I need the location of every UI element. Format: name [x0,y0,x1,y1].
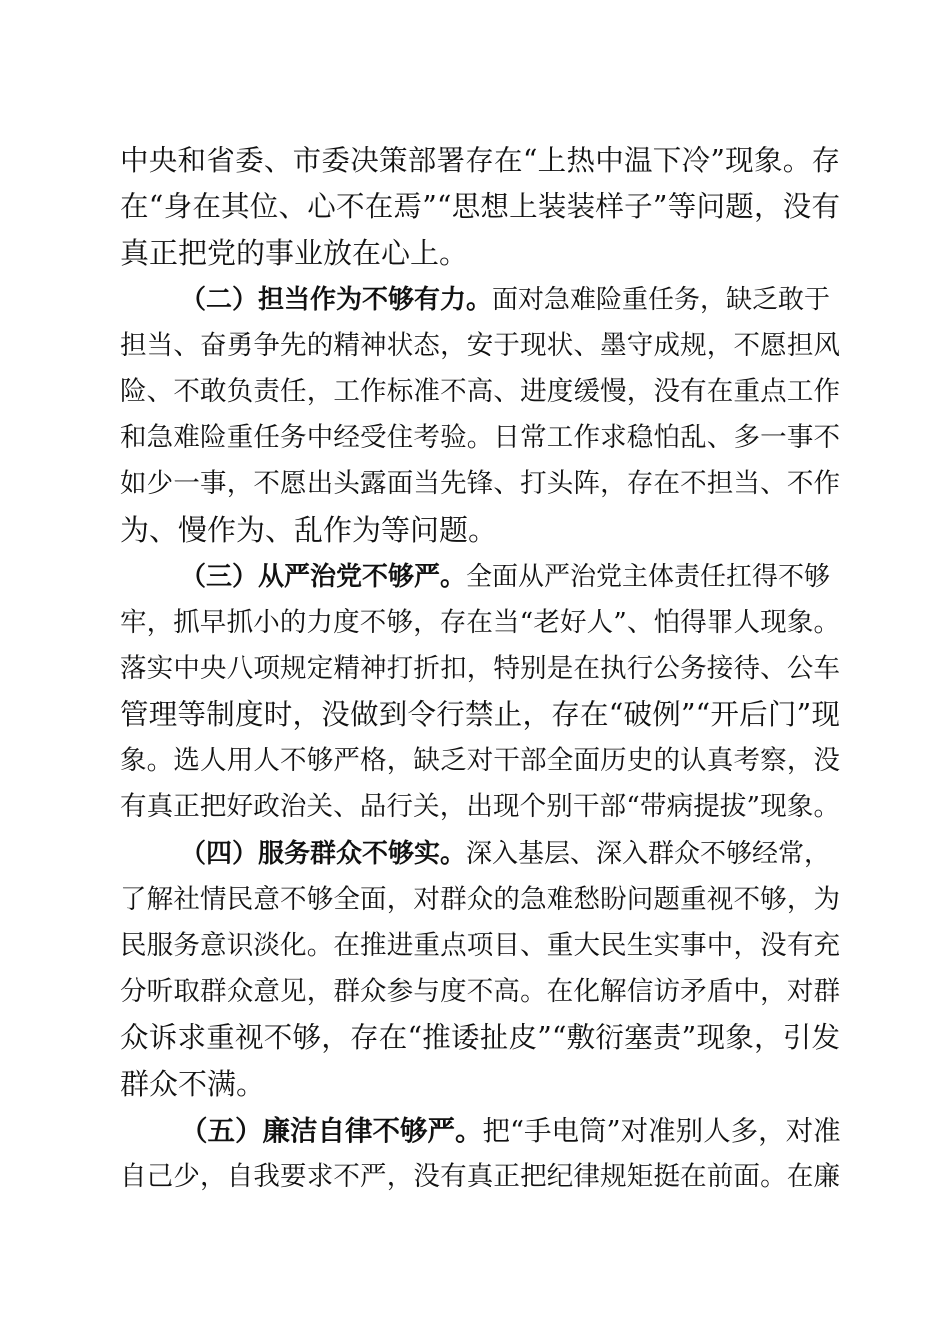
paragraph-line: 管理等制度时，没做到令行禁止，存在“破例”“开后门”现 [120,698,840,731]
paragraph-line: 民服务意识淡化。在推进重点项目、重大民生实事中，没有充 [120,930,840,961]
paragraph-line: 落实中央八项规定精神打折扣，特别是在执行公务接待、公车 [120,653,840,684]
section-heading: （四）服务群众不够实。 [180,839,467,869]
paragraph-line: 众诉求重视不够，存在“推诿扯皮”“敷衍塞责”现象，引发 [120,1021,840,1054]
paragraph-first-line [180,1106,840,1156]
paragraph-line: 自己少，自我要求不严，没有真正把纪律规矩挺在前面。在廉 [120,1161,840,1192]
paragraph-line: 担当、奋勇争先的精神状态，安于现状、墨守成规，不愿担风 [120,330,840,361]
paragraph-line: 群众不满。 [120,1067,266,1101]
paragraph-line: 在“身在其位、心不在焉”“思想上装装样子”等问题，没有 [120,190,840,223]
paragraph-line: 如少一事，不愿出头露面当先锋、打头阵，存在不担当、不作 [120,468,840,499]
paragraph-first-line [180,552,840,602]
section-heading: （二）担当作为不够有力。 [180,285,493,315]
paragraph-line: 有真正把好政治关、品行关，出现个别干部“带病提拔”现象。 [120,791,840,822]
paragraph-line: 分听取群众意见，群众参与度不高。在化解信访矛盾中，对群 [120,976,840,1007]
paragraph-text: 把“手电筒”对准别人多，对准 [482,1115,841,1147]
paragraph-line: 象。选人用人不够严格，缺乏对干部全面历史的认真考察，没 [120,745,840,776]
paragraph-line: 险、不敢负责任，工作标准不高、进度缓慢，没有在重点工作 [120,376,840,407]
paragraph-line: 为、慢作为、乱作为等问题。 [120,513,498,547]
paragraph-text: 全面从严治党主体责任扛得不够 [466,562,831,592]
section-heading: （五）廉洁自律不够严。 [180,1115,483,1147]
paragraph-line: 中央和省委、市委决策部署存在“上热中温下冷”现象。存 [120,144,840,177]
paragraph-first-line [180,275,840,325]
paragraph-line: 真正把党的事业放在心上。 [120,236,469,270]
paragraph-first-line [180,829,840,879]
paragraph-line: 了解社情民意不够全面，对群众的急难愁盼问题重视不够，为 [120,884,840,915]
paragraph-text: 面对急难险重任务，缺乏敢于 [492,285,831,315]
section-heading: （三）从严治党不够严。 [180,562,467,592]
paragraph-line: 牢，抓早抓小的力度不够，存在当“老好人”、怕得罪人现象。 [120,607,840,638]
paragraph-line: 和急难险重任务中经受住考验。日常工作求稳怕乱、多一事不 [120,422,840,453]
paragraph-text: 深入基层、深入群众不够经常， [466,839,831,869]
